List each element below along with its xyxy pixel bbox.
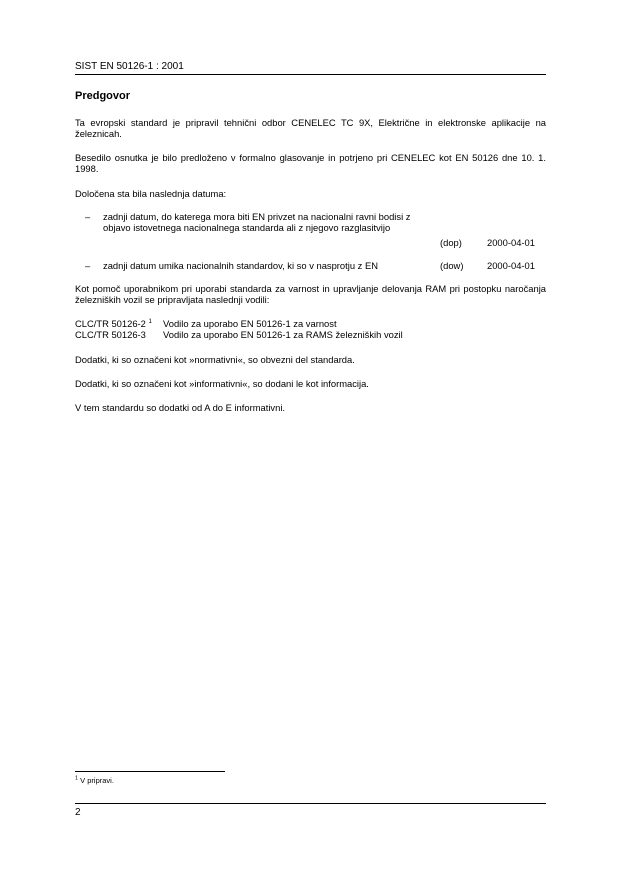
paragraph-dates-intro: Določena sta bila naslednja datuma: <box>75 188 227 199</box>
list-item-code: (dow) <box>440 260 464 271</box>
list-item-dop <box>75 211 546 251</box>
reference-code: CLC/TR 50126-2 $^1$ <box>75 318 152 329</box>
header-rule <box>75 74 546 75</box>
paragraph-guides-intro: Kot pomoč uporabnikom pri uporabi standarda za varnost in upravljanje delovanja RAM pri postopku naročanja železniških vozil se pripravljata naslednji vodili: <box>75 283 546 305</box>
footnote-number: 1 <box>75 775 79 782</box>
footnote-rule <box>75 771 225 772</box>
paragraph-normative: Dodatki, ki so označeni kot »normativni«, so obvezni del standarda. <box>75 354 355 365</box>
reference-code: CLC/TR 50126-3 <box>75 329 146 340</box>
footnote-text: V pripravi. <box>80 776 114 785</box>
list-item-dow <box>75 260 546 274</box>
paragraph-annexes: V tem standardu so dodatki od A do E informativni. <box>75 402 286 413</box>
reference-description: Vodilo za uporabo EN 50126-1 za varnost <box>163 318 337 329</box>
footer-rule <box>75 803 546 804</box>
list-dash: – <box>85 260 91 271</box>
reference-description: Vodilo za uporabo EN 50126-1 za RAMS železniških vozil <box>163 329 403 340</box>
list-dash: – <box>85 211 91 222</box>
list-item-code: (dop) <box>440 237 462 248</box>
list-item-text: zadnji datum umika nacionalnih standardov, ki so v nasprotju z EN <box>103 260 378 271</box>
page-number: 2 <box>75 807 81 818</box>
paragraph-intro: Ta evropski standard je pripravil tehnični odbor CENELEC TC 9X, Električne in elektronske aplikacije na železnicah. <box>75 117 546 139</box>
reference-list <box>75 318 403 340</box>
footnote-marker: 1 <box>148 318 152 325</box>
footnote <box>75 776 114 785</box>
list-item-date: 2000-04-01 <box>487 237 535 248</box>
paragraph-draft: Besedilo osnutka je bilo predloženo v formalno glasovanje in potrjeno pri CENELEC kot EN 50126 dne 10. 1. 1998. <box>75 152 546 174</box>
reference-row <box>75 318 403 329</box>
paragraph-informative: Dodatki, ki so označeni kot »informativni«, so dodani le kot informacija. <box>75 378 369 389</box>
header-standard-id: SIST EN 50126-1 : 2001 <box>75 61 184 72</box>
list-item-date: 2000-04-01 <box>487 260 535 271</box>
page-title: Predgovor <box>75 90 131 102</box>
list-item-text: zadnji datum, do katerega mora biti EN privzet na nacionalni ravni bodisi z objavo istovetnega nacionalnega standarda ali z njegovo razglasitvijo <box>103 211 411 233</box>
reference-row <box>75 329 403 340</box>
